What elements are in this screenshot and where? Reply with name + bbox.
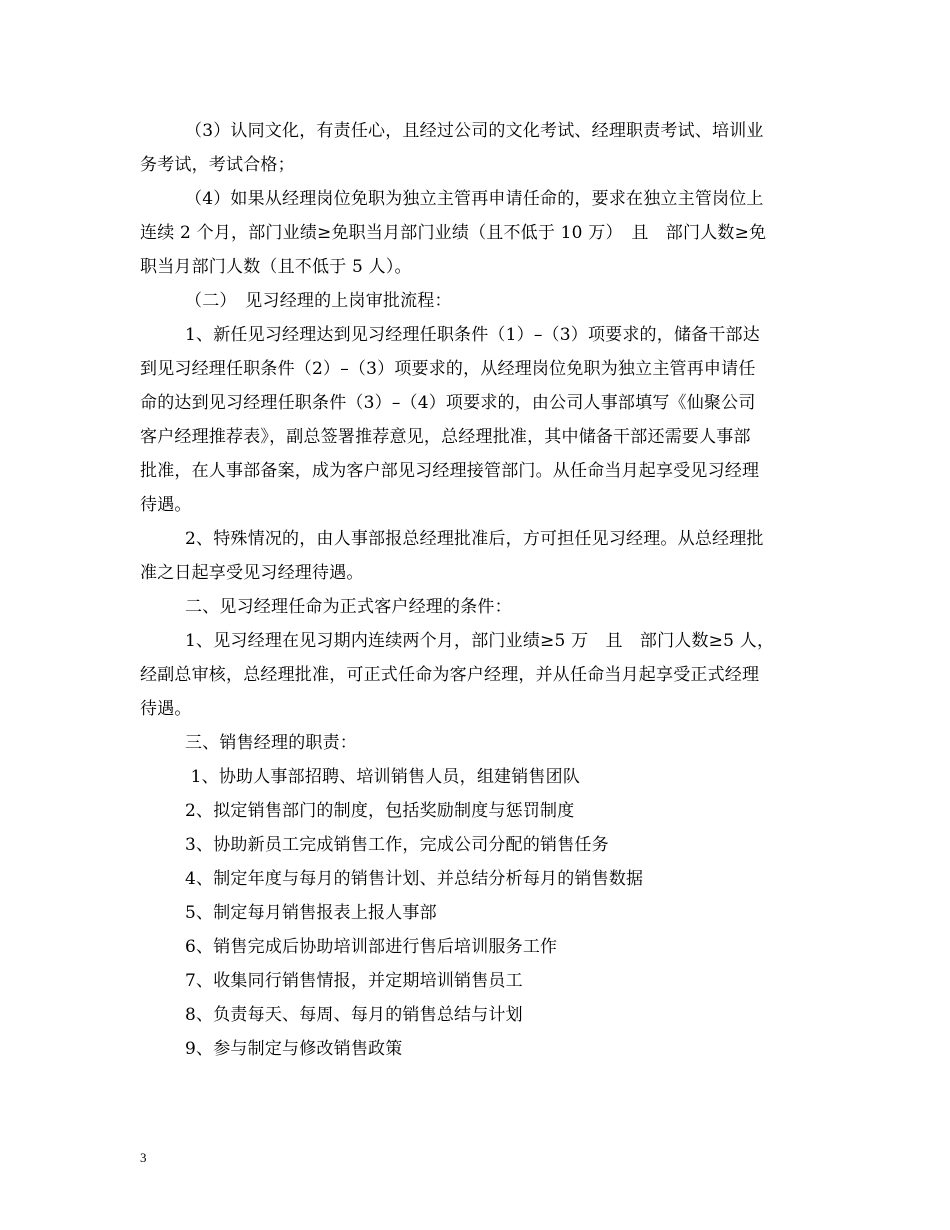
text-line: 客户经理推荐表》，副总签署推荐意见，总经理批准，其中储备干部还需要人事部 <box>140 427 751 447</box>
section-heading: 三、销售经理的职责： <box>185 733 357 753</box>
page-number: 3 <box>140 1150 147 1165</box>
text-line: 1、见习经理在见习期内连续两个月，部门业绩≥5 万 且 部门人数≥5 人， <box>185 631 775 651</box>
text-line: 1、新任见习经理达到见习经理任职条件（1）–（3）项要求的，储备干部达 <box>185 325 760 345</box>
text-line: 准之日起享受见习经理待遇。 <box>140 563 364 583</box>
text-line: 到见习经理任职条件（2）–（3）项要求的，从经理岗位免职为独立主管再申请任 <box>140 359 756 379</box>
list-item: 9、参与制定与修改销售政策 <box>185 1039 403 1059</box>
text-line: 2、特殊情况的，由人事部报总经理批准后，方可担任见习经理。从总经理批 <box>185 529 764 549</box>
list-item: 1、协助人事部招聘、培训销售人员，组建销售团队 <box>185 767 581 787</box>
section-heading: （二） 见习经理的上岗审批流程： <box>185 291 452 311</box>
text-line: 批准，在人事部备案，成为客户部见习经理接管部门。从任命当月起享受见习经理 <box>140 461 760 481</box>
list-item: 7、收集同行销售情报，并定期培训销售员工 <box>185 971 523 991</box>
text-line: （3）认同文化，有责任心，且经过公司的文化考试、经理职责考试、培训业 <box>185 121 764 141</box>
text-line: 命的达到见习经理任职条件（3）–（4）项要求的，由公司人事部填写《仙聚公司 <box>140 393 756 413</box>
list-item: 2、拟定销售部门的制度，包括奖励制度与惩罚制度 <box>185 801 575 821</box>
section-heading: 二、见习经理任命为正式客户经理的条件： <box>185 597 512 617</box>
text-line: （4）如果从经理岗位免职为独立主管再申请任命的，要求在独立主管岗位上 <box>185 189 764 209</box>
text-line: 经副总审核，总经理批准，可正式任命为客户经理，并从任命当月起享受正式经理 <box>140 665 760 685</box>
text-line: 职当月部门人数（且不低于 5 人）。 <box>140 257 412 277</box>
text-line: 待遇。 <box>140 495 192 515</box>
list-item: 6、销售完成后协助培训部进行售后培训服务工作 <box>185 937 558 957</box>
text-line: 连续 2 个月，部门业绩≥免职当月部门业绩（且不低于 10 万） 且 部门人数≥免 <box>140 223 767 243</box>
list-item: 5、制定每月销售报表上报人事部 <box>185 903 437 923</box>
text-line: 务考试，考试合格； <box>140 155 295 175</box>
list-item: 3、协助新员工完成销售工作，完成公司分配的销售任务 <box>185 835 609 855</box>
list-item: 8、负责每天、每周、每月的销售总结与计划 <box>185 1005 523 1025</box>
text-line: 待遇。 <box>140 699 192 719</box>
list-item: 4、制定年度与每月的销售计划、并总结分析每月的销售数据 <box>185 869 644 889</box>
